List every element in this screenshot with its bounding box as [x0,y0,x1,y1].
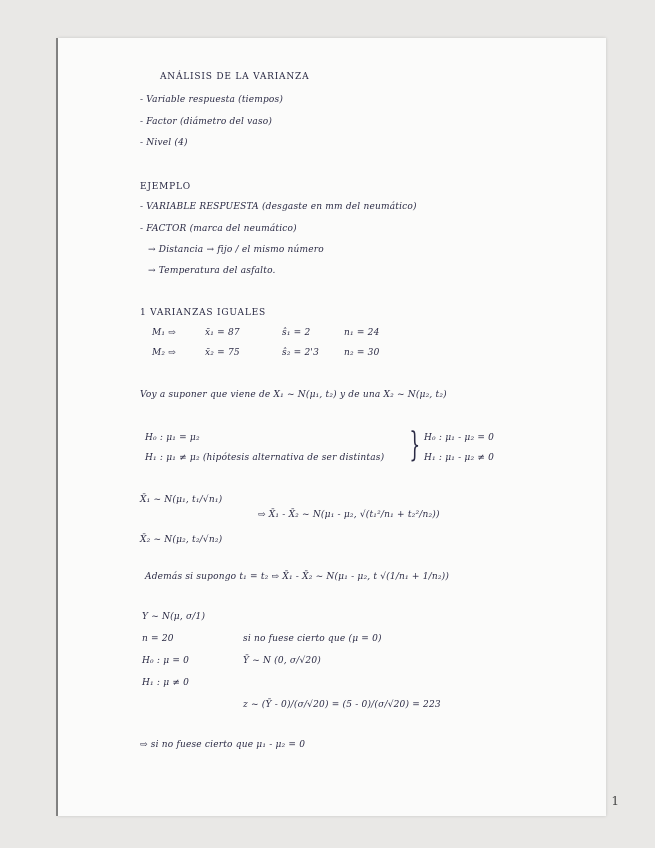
h0-left: H₀ : μ₁ = μ₂ [145,433,200,443]
h1-right: H₁ : μ₁ - μ₂ ≠ 0 [424,453,495,463]
dist-x2: X̄₂ ~ N(μ₂, t₂/√n₂) [140,535,223,545]
ybar-distribution: Ȳ ~ N (0, σ/√20) [243,656,321,666]
diff-distribution: ⇨ X̄₁ - X̄₂ ~ N(μ₁ - μ₂, √(t₁²/n₁ + t₂²/n₂)) [258,510,440,520]
ejemplo-line-4: → Temperatura del asfalto. [148,266,276,276]
section-heading: 1 VARIANZAS IGUALES [140,308,266,318]
intro-line-1: - Variable respuesta (tiempos) [140,95,284,105]
brace: } [409,425,421,465]
ejemplo-line-2: - FACTOR (marca del neumático) [140,224,297,234]
intro-line-3: - Nivel (4) [140,138,188,148]
row-1-mean: x̄₁ = 87 [205,328,240,338]
row-2-label: M₂ ⇨ [152,348,177,358]
row-2-n: n₂ = 30 [344,348,380,358]
row-2-mean: x̄₂ = 75 [205,348,240,358]
z-calculation: z ~ (Ȳ - 0)/(σ/√20) = (5 - 0)/(σ/√20) = 223 [243,700,441,710]
ejemplo-heading: EJEMPLO [140,182,191,192]
si-no-line: si no fuese cierto que (μ = 0) [243,634,382,644]
y-distribution: Y ~ N(μ, σ/1) [142,612,206,622]
intro-line-2: - Factor (diámetro del vaso) [140,117,273,127]
final-line: ⇨ si no fuese cierto que μ₁ - μ₂ = 0 [140,740,306,750]
page-title: ANÁLISIS DE LA VARIANZA [160,72,310,82]
row-1-label: M₁ ⇨ [152,328,177,338]
h0-right: H₀ : μ₁ - μ₂ = 0 [424,433,495,443]
n-value: n = 20 [142,634,174,644]
suppose-line: Voy a suponer que viene de X₁ ~ N(μ₁, t₂) y de una X₂ ~ N(μ₂, t₂) [140,390,447,400]
margin-line [56,38,58,816]
ejemplo-line-1: - VARIABLE RESPUESTA (desgaste en mm del neumático) [140,202,417,212]
row-1-n: n₁ = 24 [344,328,380,338]
h1-left: H₁ : μ₁ ≠ μ₂ (hipótesis alternativa de ser distintas) [145,453,385,463]
h0-mu: H₀ : μ = 0 [142,656,190,666]
h1-mu: H₁ : μ ≠ 0 [142,678,190,688]
ejemplo-line-3: → Distancia → fijo / el mismo número [148,245,324,255]
ademas-line: Además si supongo t₁ = t₂ ⇨ X̄₁ - X̄₂ ~ N(μ₁ - μ₂, t √(1/n₁ + 1/n₂)) [145,572,450,582]
row-2-sd: ŝ₂ = 2'3 [282,348,320,358]
page-number: 1 [611,794,619,808]
row-1-sd: ŝ₁ = 2 [282,328,311,338]
dist-x1: X̄₁ ~ N(μ₁, t₁/√n₁) [140,495,223,505]
